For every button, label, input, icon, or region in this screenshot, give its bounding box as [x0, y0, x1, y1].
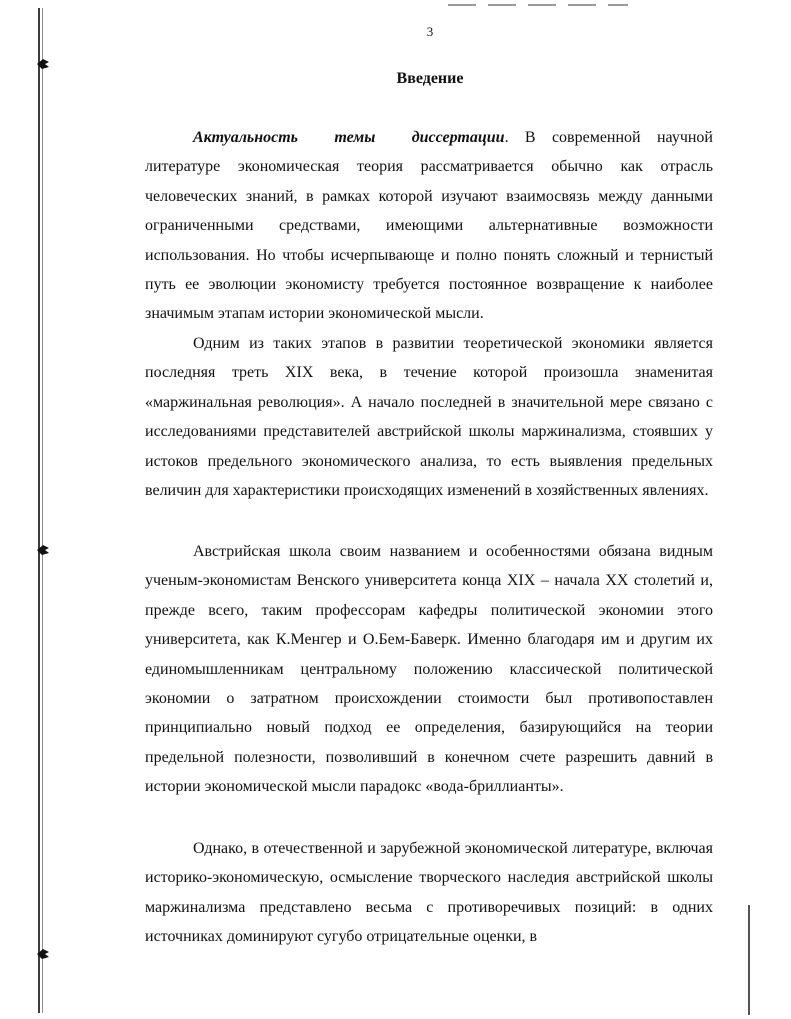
scan-top-dashes [448, 4, 628, 6]
binder-hole-icon [36, 544, 50, 556]
paragraph-text: Одним из таких этапов в развитии теоретической экономики является последняя треть XIX века, в течение которой произошла знаменитая «маржинальная революция». А начало последней в значительной мере связано с исследованиями представителей австрийской школы маржинализма, стоявших у истоков предельного экономического анализа, то есть выявления предельных величин для характеристики происходящих изменений в хозяйственных явлениях. [145, 335, 713, 500]
paragraph-lead: Актуальность темы диссертации [193, 129, 505, 146]
binder-hole-icon [36, 948, 50, 960]
page-number: 3 [426, 24, 434, 39]
paragraph-literature [145, 834, 713, 952]
paragraph-marginal-revolution [145, 329, 713, 505]
paragraph-text: . В современной научной литературе экономическая теория рассматривается обычно как отрасль человеческих знаний, в рамках которой изучают взаимосвязь между данными ограниченными средствами, имеющими альтернативные возможности использования. Но чтобы исчерпывающе и полно понять сложный и тернистый путь ее эволюции экономисту требуется постоянное возвращение к наиболее значимым этапам истории экономической мысли. [145, 129, 713, 323]
scan-margin-line [38, 8, 40, 1013]
scan-margin-line-thin [42, 8, 43, 1013]
paragraph-relevance [145, 123, 713, 329]
paragraph-text: Австрийская школа своим названием и особенностями обязана видным ученым-экономистам Венского университета конца XIX – начала XX столетий и, прежде всего, таким профессорам кафедры политической экономии этого университета, как К.Менгер и О.Бем-Баверк. Именно благодаря им и другим их единомышленникам центральному положению классической политической экономии о затратном происхождении стоимости был противопоставлен принципиально новый подход ее определения, базирующийся на теории предельной полезности, позволивший в конечном счете разрешить давний в истории экономической мысли парадокс «вода-бриллианты». [145, 543, 713, 796]
binder-hole-icon [36, 58, 50, 70]
section-heading: Введение [396, 70, 464, 87]
paragraph-text: Однако, в отечественной и зарубежной экономической литературе, включая историко-экономическую, осмысление творческого наследия австрийской школы маржинализма представлено весьма с противоречивых позиций: в одних источниках доминируют сугубо отрицательные оценки, в [145, 840, 713, 946]
scan-right-edge-line [748, 905, 750, 1015]
paragraph-austrian-school [145, 537, 713, 802]
